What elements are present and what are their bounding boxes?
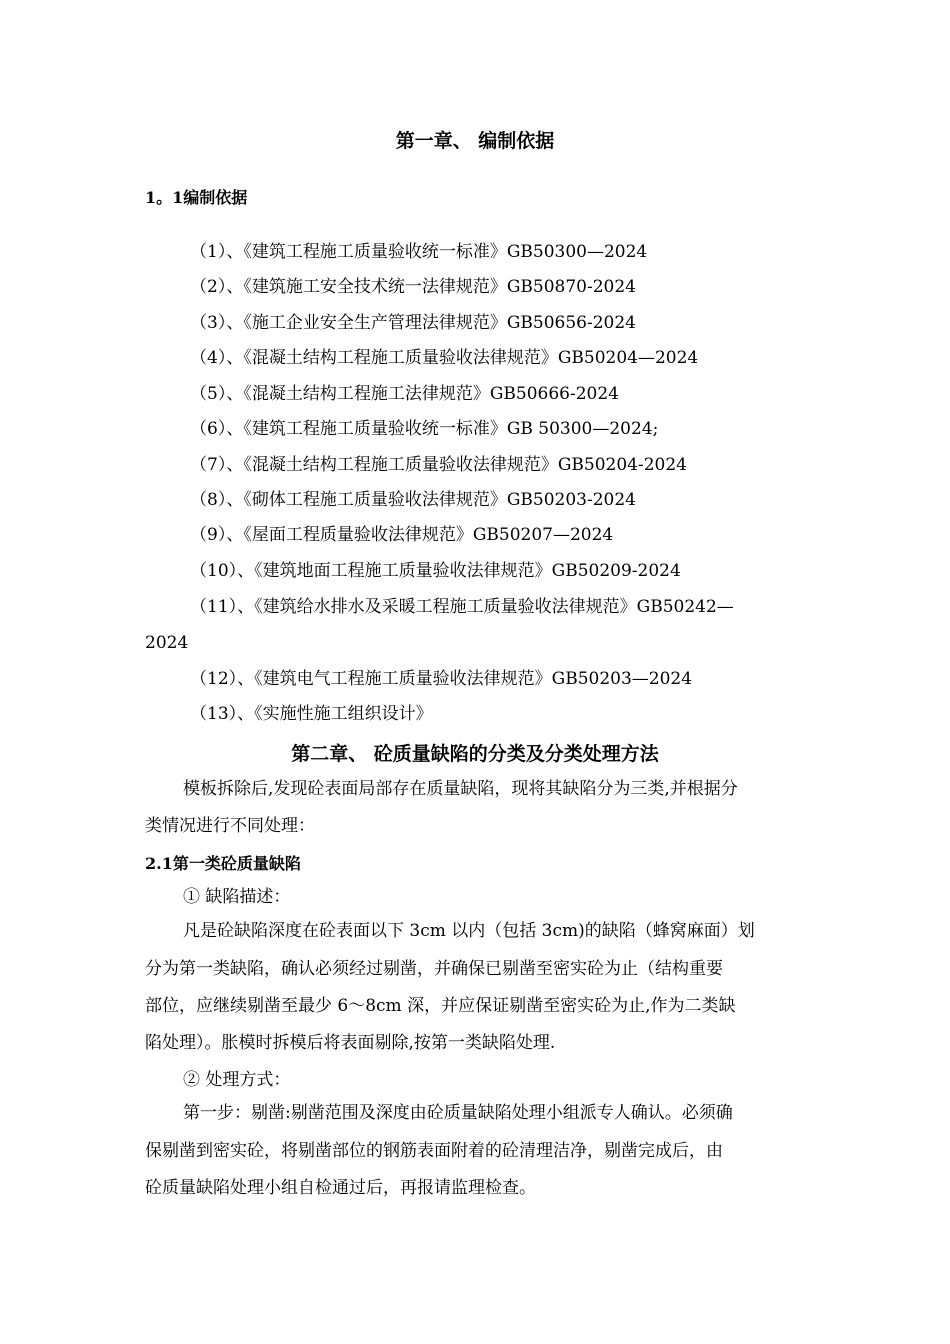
paragraph-line: 部位，应继续剔凿至最少 6～8cm 深，并应保证剔凿至密实砼为止,作为二类缺 bbox=[145, 996, 736, 1016]
reference-item: （8）、《砌体工程施工质量验收法律规范》GB50203-2024 bbox=[190, 490, 636, 510]
reference-item: （12）、《建筑电气工程施工质量验收法律规范》GB50203—2024 bbox=[190, 669, 693, 689]
reference-item: （3）、《施工企业安全生产管理法律规范》GB50656-2024 bbox=[190, 313, 636, 333]
paragraph-line: 分为第一类缺陷，确认必须经过剔凿，并确保已剔凿至密实砼为止（结构重要 bbox=[145, 959, 723, 979]
paragraph-line: 陷处理）。胀模时拆模后将表面剔除,按第一类缺陷处理. bbox=[145, 1033, 556, 1053]
paragraph-line: 模板拆除后,发现砼表面局部存在质量缺陷，现将其缺陷分为三类,并根据分 bbox=[183, 779, 738, 799]
paragraph-line: 类情况进行不同处理： bbox=[145, 816, 315, 836]
reference-item: （5）、《混凝土结构工程施工法律规范》GB50666-2024 bbox=[190, 384, 619, 404]
item-label-treatment-method: ② 处理方式： bbox=[183, 1070, 291, 1090]
reference-item-continuation: 2024 bbox=[145, 633, 189, 653]
reference-item: （2）、《建筑施工安全技术统一法律规范》GB50870-2024 bbox=[190, 277, 636, 297]
paragraph-line: 凡是砼缺陷深度在砼表面以下 3cm 以内（包括 3cm)的缺陷（蜂窝麻面）划 bbox=[183, 921, 755, 941]
reference-item: （11）、《建筑给水排水及采暖工程施工质量验收法律规范》GB50242— bbox=[190, 597, 734, 617]
reference-item: （7）、《混凝土结构工程施工质量验收法律规范》GB50204-2024 bbox=[190, 455, 687, 475]
reference-item: （1）、《建筑工程施工质量验收统一标准》GB50300—2024 bbox=[190, 242, 648, 262]
reference-item: （4）、《混凝土结构工程施工质量验收法律规范》GB50204—2024 bbox=[190, 348, 699, 368]
chapter-1-title: 第一章、 编制依据 bbox=[395, 130, 555, 152]
section-1-1-title: 1。1编制依据 bbox=[145, 188, 248, 207]
paragraph-line: 保剔凿到密实砼，将剔凿部位的钢筋表面附着的砼清理洁净，剔凿完成后，由 bbox=[145, 1141, 723, 1161]
section-2-1-title: 2.1第一类砼质量缺陷 bbox=[145, 854, 301, 873]
reference-item: （9）、《屋面工程质量验收法律规范》GB50207—2024 bbox=[190, 525, 614, 545]
reference-item: （10）、《建筑地面工程施工质量验收法律规范》GB50209-2024 bbox=[190, 561, 681, 581]
reference-item: （13）、《实施性施工组织设计》 bbox=[190, 704, 433, 724]
chapter-2-title: 第二章、 砼质量缺陷的分类及分类处理方法 bbox=[291, 743, 659, 765]
paragraph-line: 第一步：剔凿:剔凿范围及深度由砼质量缺陷处理小组派专人确认。必须确 bbox=[183, 1103, 733, 1123]
paragraph-line: 砼质量缺陷处理小组自检通过后，再报请监理检查。 bbox=[145, 1178, 536, 1198]
item-label-defect-description: ① 缺陷描述： bbox=[183, 887, 291, 907]
reference-item: （6）、《建筑工程施工质量验收统一标准》GB 50300—2024; bbox=[190, 419, 659, 439]
